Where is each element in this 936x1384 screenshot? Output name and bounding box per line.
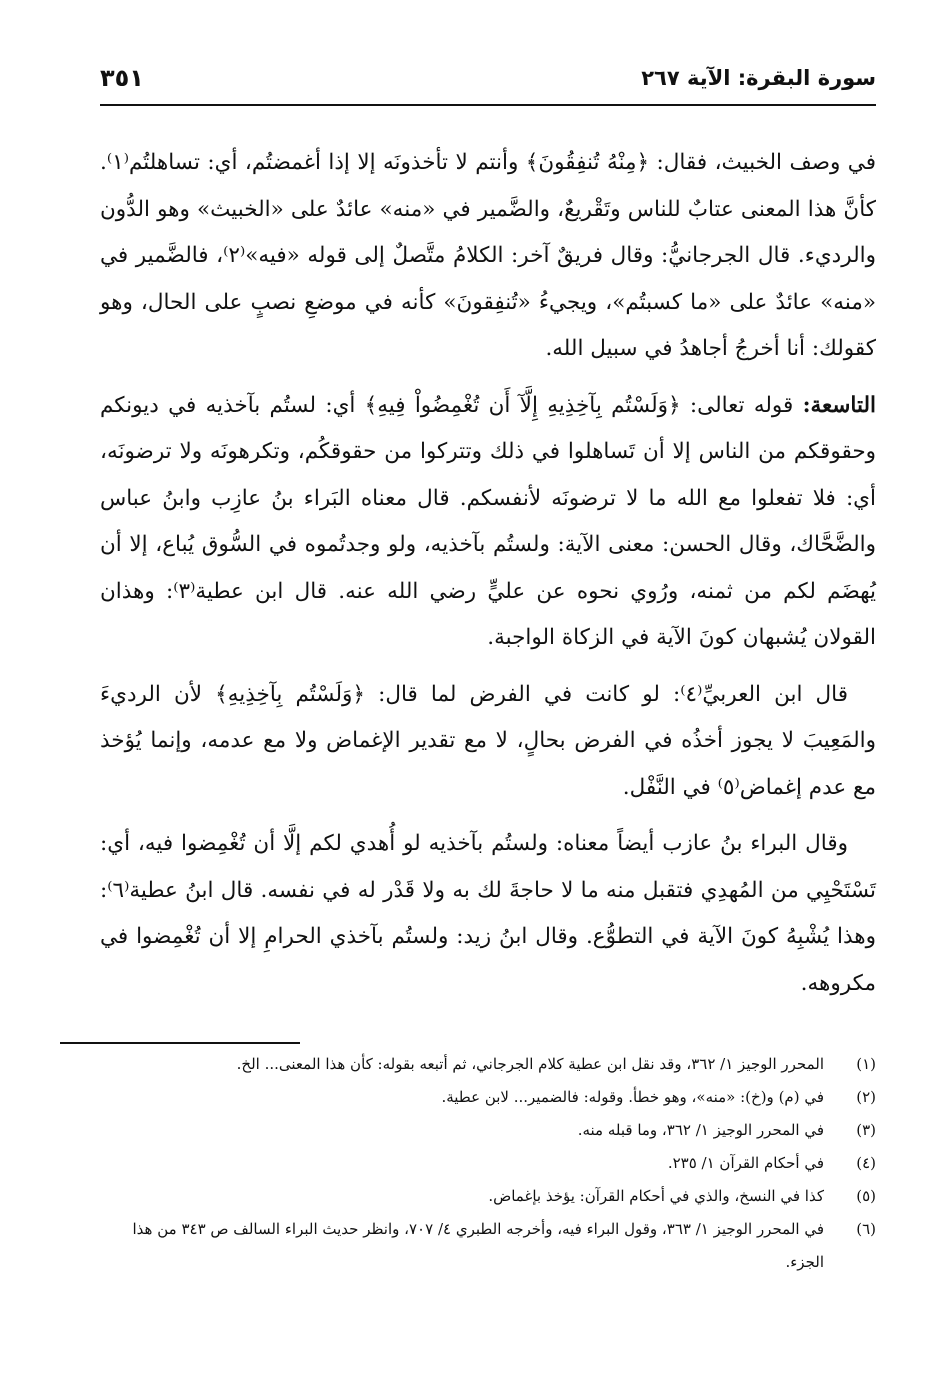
paragraph-heading: التاسعة: [802, 392, 876, 418]
footnotes [100, 1048, 876, 1279]
footnote-number: (٣) [856, 1121, 876, 1139]
footnote-number: (٦) [856, 1220, 876, 1238]
paragraph [100, 821, 876, 1007]
footnote-text: في أحكام القرآن ١/ ٢٣٥. [667, 1154, 824, 1172]
paragraph [100, 672, 876, 812]
paragraph-text: قوله تعالى: ﴿وَلَسْتُم بِآخِذِيهِ إِلَّآ أَن تُغْمِضُواْ فِيهِ﴾ أي: لستُم بآخذيه في ديونكم وحقوقكم من الناس إلا أن تَساهلوا في ذلك وتتركوا من حقوقكُم، وتكرهونَه ولا ترضونَه، أي: فلا تفعلوا مع الله ما لا ترضونَه لأنفسكم. قال معناه البَراء بنُ عازِب وابنُ عباس والضَّحَّاك، وقال الحسن: معنى الآية: ولستُم بآخذيه، ولو وجدتُموه في السُّوق يُباع، إلا أن يُهضَم لكم من ثمنه، ورُوي نحوه عن عليٍّ رضي الله عنه. قال ابن عطية⁽٣⁾: وهذان القولان يُشبهان كونَ الآية في الزكاة الواجبة. [100, 392, 876, 650]
footnote-text: كذا في النسخ، والذي في أحكام القرآن: يؤخذ بإغماض. [488, 1187, 824, 1205]
page-header [100, 62, 876, 106]
footnote [100, 1213, 876, 1279]
footnote-number: (٥) [856, 1187, 876, 1205]
footnote-text: في (م) و(خ): «منه»، وهو خطأ. وقوله: فالضمير... لابن عطية. [441, 1088, 824, 1106]
footnote [100, 1147, 876, 1180]
paragraph-text: في وصف الخبيث، فقال: ﴿مِنْهُ تُنفِقُونَ﴾ وأنتم لا تأخذونَه إلا إذا أغمضتُم، أي: تساهلتُم⁽١⁾. كأنَّ هذا المعنى عتابٌ للناس وتَقْريعٌ، والضَّمير في «منه» عائدٌ على «الخبيث» وهو الدُّون والرديء. قال الجرجانيُّ: وقال فريقٌ آخر: الكلامُ متَّصلٌ إلى قوله «فيه»⁽٢⁾، فالضَّمير في «منه» عائدٌ على «ما كسبتُم»، ويجيءُ «تُنفِقونَ» كأنه في موضعِ نصبٍ على الحال، وهو كقولك: أنا أخرجُ أجاهدُ في سبيل الله. [100, 150, 876, 361]
footnote-number: (٢) [856, 1088, 876, 1106]
footnote-number: (٤) [856, 1154, 876, 1172]
footnote [100, 1114, 876, 1147]
footnote-divider [60, 1042, 300, 1044]
footnote-number: (١) [856, 1055, 876, 1073]
running-title: سورة البقرة: الآية ٢٦٧ [641, 66, 876, 90]
footnote [100, 1081, 876, 1114]
footnote-text: في المحرر الوجيز ١/ ٣٦٣، وقول البراء فيه، وأخرجه الطبري ٤/ ٧٠٧، وانظر حديث البراء السالف ص ٣٤٣ من هذا الجزء. [132, 1220, 824, 1271]
paragraph [100, 140, 876, 373]
paragraph-text: وقال البراء بنُ عازب أيضاً معناه: ولستُم بآخذيه لو أُهدي لكم إلَّا أن تُغْمِضوا فيه، أي: تَسْتَحْيِي من المُهدِي فتقبل منه ما لا حاجةَ لك به ولا قَدْر له في نفسه. قال ابنُ عطية⁽٦⁾: وهذا يُشْبِهُ كونَ الآية في التطوُّع. وقال ابنُ زيد: ولستُم بآخذي الحرامِ إلا أن تُغْمِضوا في مكروهه. [100, 831, 876, 996]
footnote-text: المحرر الوجيز ١/ ٣٦٢، وقد نقل ابن عطية كلام الجرجاني، ثم أتبعه بقوله: كأن هذا المعنى... الخ. [236, 1055, 824, 1073]
footnote-text: في المحرر الوجيز ١/ ٣٦٢، وما قبله منه. [577, 1121, 824, 1139]
paragraph [100, 383, 876, 662]
footnote [100, 1180, 876, 1213]
paragraph-text: قال ابن العربيِّ⁽٤⁾: لو كانت في الفرض لما قال: ﴿وَلَسْتُم بِآخِذِيهِ﴾ لأن الرديءَ والمَعِيبَ لا يجوز أخذُه في الفرض بحالٍ، لا مع تقدير الإغماض ولا مع عدمه، وإنما يُؤخذ مع عدم إغماض⁽٥⁾ في النَّفْل. [100, 681, 876, 800]
footnote [100, 1048, 876, 1081]
main-text [100, 140, 876, 1017]
page-number: ٣٥١ [100, 64, 144, 92]
